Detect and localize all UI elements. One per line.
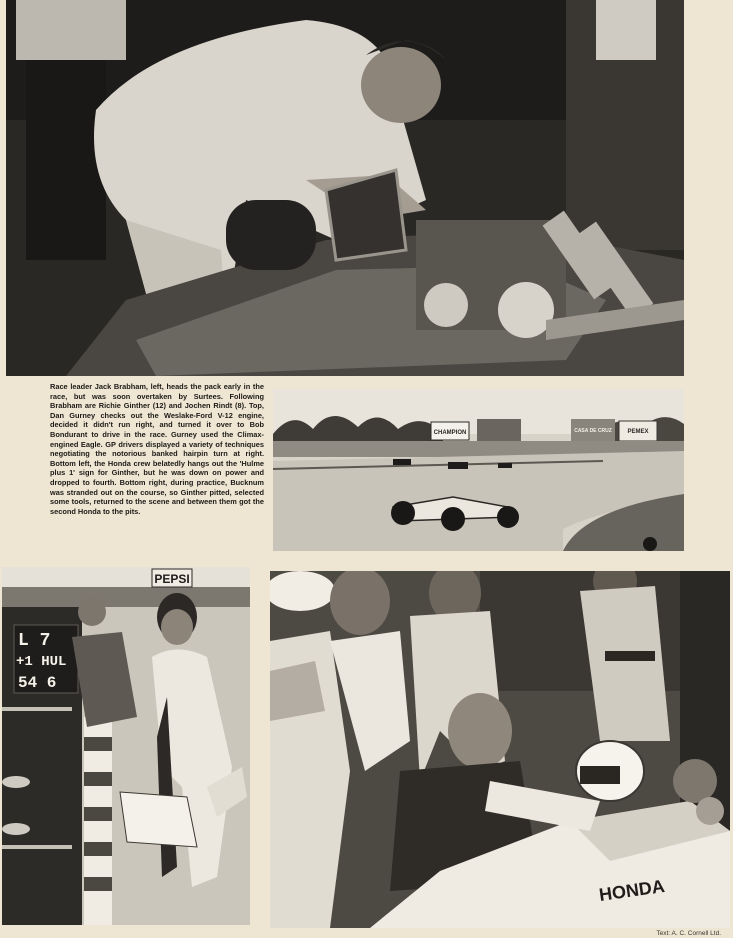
photo-pit-board-image bbox=[2, 567, 250, 925]
photo-honda-pits bbox=[270, 571, 730, 928]
pepsi-sign: PEPSI bbox=[154, 572, 190, 586]
photo-hairpin-turn bbox=[273, 389, 684, 551]
billboard-left-sign: CASA DE CRUZ bbox=[574, 428, 612, 434]
pitboard-line-1: L 7 bbox=[18, 631, 51, 651]
champion-sign: CHAMPION bbox=[433, 430, 467, 436]
pitboard-line-3: 54 6 bbox=[18, 674, 57, 692]
photo-caption: Race leader Jack Brabham, left, heads the pack early in the race, but was soon overtaken by Surtees. Following Brabham are Richie Ginther (12) and Jochen Rindt (8). Top, Dan Gurney checks out the Weslake-Ford V-12 engine, decided it didn't run right, and turned it over to Bob Bondurant to drive in the race. Gurney used the Climax-engined Eagle. GP drivers displayed a variety of techniques negotiating the notorious banked hairpin turn at right. Bottom left, the Honda crew belatedly hangs out the 'Hulme plus 1' sign for Ginther, but he was down on power and dropped to fourth. Bottom right, during practice, Bucknum was stranded out on the course, so Ginther pitted, selected some tools, returned to the scene and between them got the second Honda to the pits. bbox=[50, 382, 264, 516]
photo-gurney-engine bbox=[6, 0, 684, 376]
honda-lettering: HONDA bbox=[597, 875, 666, 905]
billboard-right-sign: PEMEX bbox=[627, 429, 649, 435]
photo-pit-board bbox=[2, 567, 250, 925]
photo-gurney-engine-image bbox=[6, 0, 684, 376]
photo-credit: Text: A. C. Cornell Ltd. bbox=[656, 930, 721, 937]
photo-hairpin-image bbox=[273, 389, 684, 551]
photo-honda-pits-image bbox=[270, 571, 730, 928]
pitboard-line-2: +1 HUL bbox=[16, 654, 67, 670]
